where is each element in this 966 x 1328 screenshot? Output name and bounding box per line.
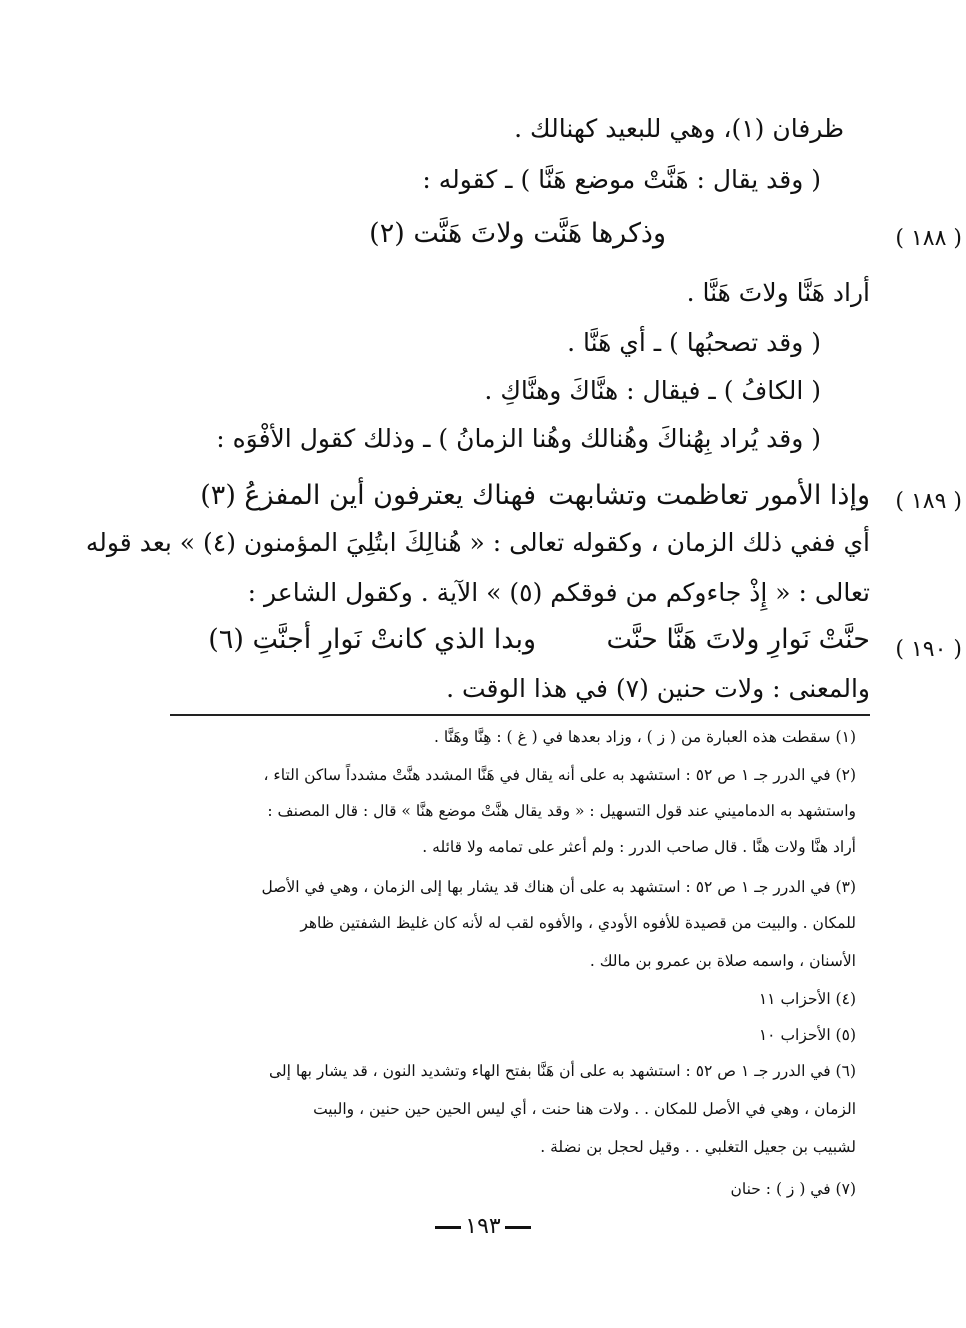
verse-190-first-hemistich: حنَّتْ نَوارِ ولاتَ هَنَّا حنَّت [606, 624, 870, 655]
verse-number-188: ( ١٨٨ ) [895, 226, 962, 251]
footnote-1: (١) سقطت هذه العبارة من ( ز ) ، وزاد بعدها في ( غ ) : هِنَّا وهَنَّا . [434, 728, 856, 746]
body-line-3: أراد هَنَّا ولاتَ هَنَّا . [686, 278, 870, 307]
footnote-6-line-3: لشبيب بن جعيل التغلبي . . وقيل لحجل بن نضلة . [540, 1138, 856, 1156]
page-number-dash-left [505, 1226, 531, 1229]
body-line-6: ( وقد يُراد بِهُناكَ وهُنالك وهُنا الزمانُ ) ـ وذلك كقول الأفْوَه : [216, 424, 821, 453]
verse-189-first-hemistich: وإذا الأمور تعاظمت وتشابهت [548, 480, 870, 511]
footnote-3-line-2: للمكان . والبيت من قصيدة للأفوه الأودي ، والأفوه لقب له لأنه كان غليظ الشفتين ظاهر [300, 914, 856, 932]
footnote-divider [170, 714, 870, 716]
body-line-7: أي ففي ذلك الزمان ، وكقوله تعالى : « هُنالِكَ ابتُلِيَ المؤمنون (٤) » بعد قوله [85, 528, 870, 557]
page-number-dash-right [435, 1226, 461, 1229]
verse-189-second-hemistich: فهناك يعترفون أين المفزعُ (٣) [200, 480, 536, 511]
body-line-8: تعالى : « إِذْ جاءوكم من فوقكم (٥) » الآية . وكقول الشاعر : [247, 578, 870, 607]
footnote-2-line-2: واستشهد به الدماميني عند قول التسهيل : « وقد يقال هنَّتْ موضع هنَّا » قال : قال المصنف : [267, 802, 856, 820]
body-line-2: ( وقد يقال : هَنَّتْ موضع هَنَّا ) ـ كقوله : [422, 165, 821, 194]
footnote-3-line-1: (٣) في الدرر جـ ١ ص ٥٢ : استشهد به على أن هناك قد يشار بها إلى الزمان ، وهي في الأصل [261, 878, 856, 896]
footnote-2-line-1: (٢) في الدرر جـ ١ ص ٥٢ : استشهد به على أنه يقال في هَنَّا المشدد هنَّتْ مشدداً ساكن التاء ، [263, 766, 856, 784]
footnote-2-line-3: أراد هنَّا ولات هنَّا . قال صاحب الدرر : ولم أعثر على تمامه ولا قائله . [422, 838, 856, 856]
verse-number-189: ( ١٨٩ ) [895, 489, 962, 514]
page-number [0, 1212, 966, 1242]
footnote-4: (٤) الأحزاب ١١ [758, 990, 856, 1008]
footnote-7: (٧) في ( ز ) : حنان [730, 1180, 856, 1198]
verse-190-second-hemistich: وبدا الذي كانتْ نَوارِ أجنَّتِ (٦) [208, 624, 536, 655]
body-line-4: ( وقد تصحبُها ) ـ أي هَنَّا . [567, 328, 821, 357]
page-number-text: ١٩٣ [465, 1214, 501, 1239]
body-line-9: والمعنى : ولات حنين (٧) في هذا الوقت . [446, 674, 870, 703]
body-line-5: ( الكافُ ) ـ فيقال : هنَّاكَ وهنَّاكِ . [484, 376, 821, 405]
verse-number-190: ( ١٩٠ ) [895, 637, 962, 662]
footnote-6-line-1: (٦) في الدرر جـ ١ ص ٥٢ : استشهد به على أن هَنَّا بفتح الهاء وتشديد النون ، قد يشار بها إلى [268, 1062, 856, 1080]
verse-188-text: وذكرها هَنَّت ولاتَ هَنَّت (٢) [369, 218, 666, 249]
footnote-6-line-2: الزمان ، وهي في الأصل للمكان . . ولات هنا حنت ، أي ليس الحين حين حنين ، والبيت [313, 1100, 856, 1118]
body-line-1: ظرفان (١)، وهي للبعيد كهنالك . [514, 114, 844, 143]
footnote-3-line-3: الأسنان ، واسمه صلاة بن عمرو بن مالك . [589, 952, 856, 970]
footnote-5: (٥) الأحزاب ١٠ [758, 1026, 856, 1044]
